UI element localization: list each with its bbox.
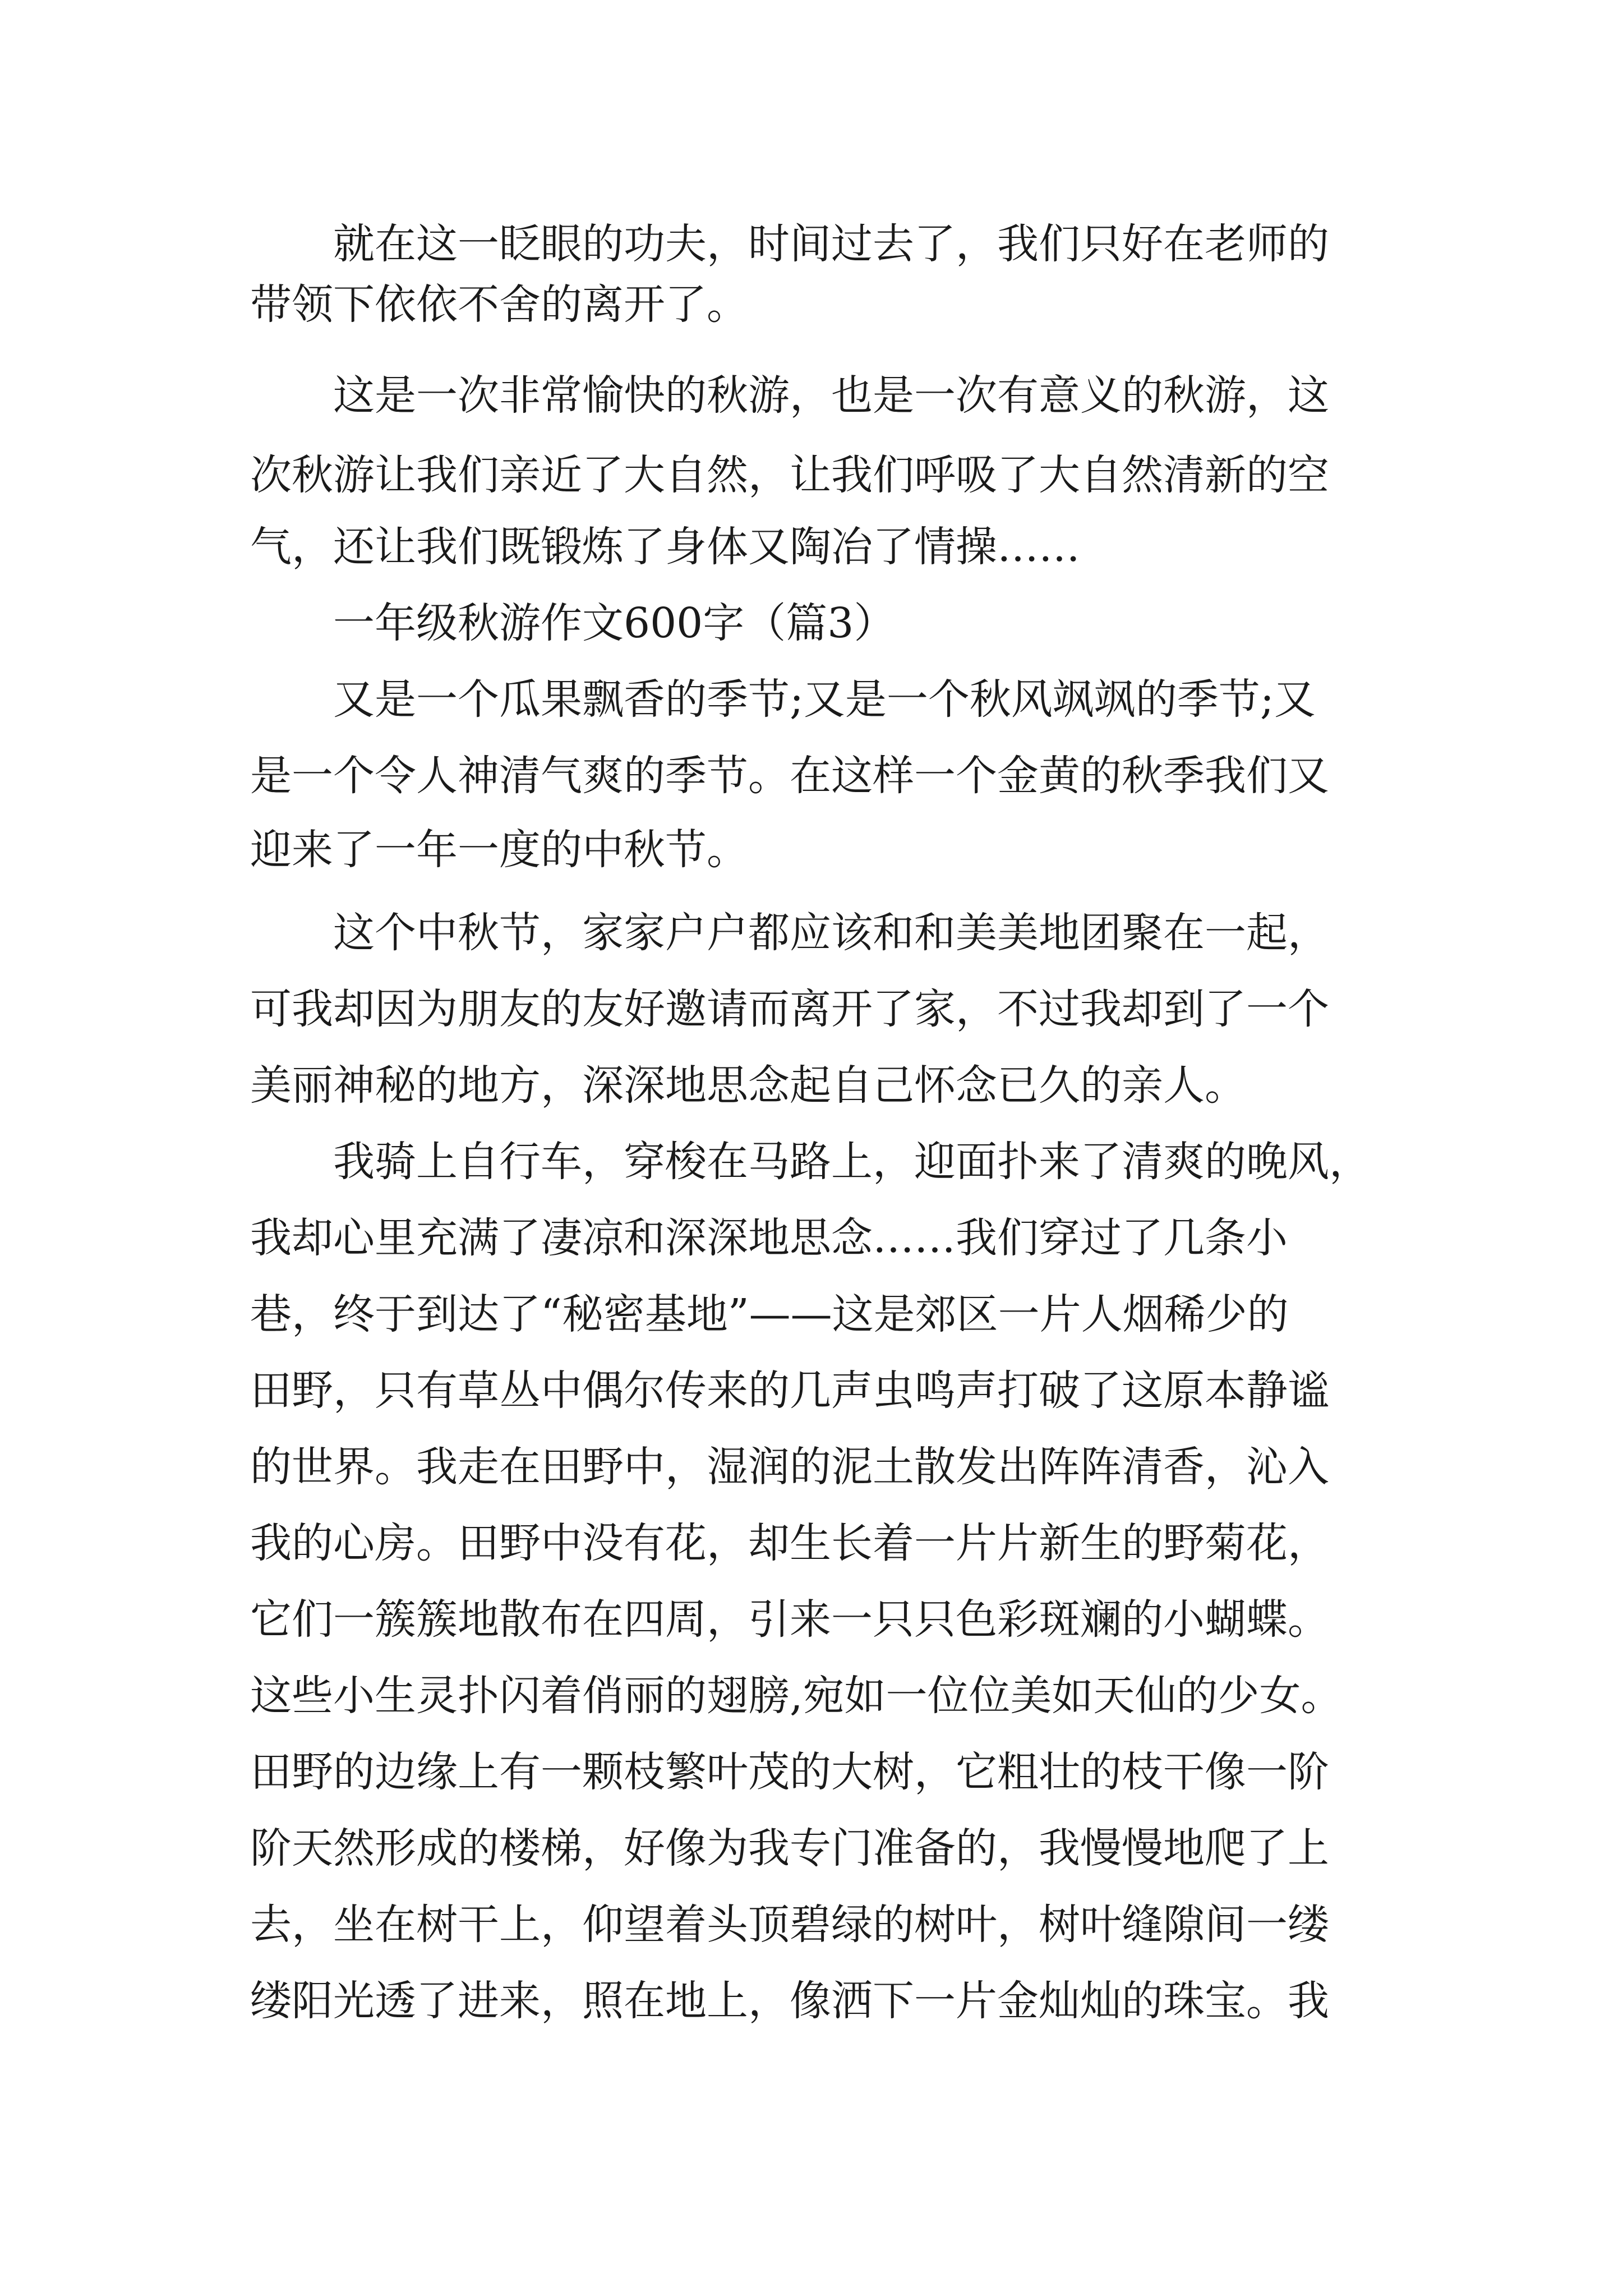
text-line: 美丽神秘的地方，深深地思念起自己怀念已久的亲人。 bbox=[250, 1061, 1246, 1110]
text-line: 就在这一眨眼的功夫，时间过去了，我们只好在老师的 bbox=[333, 220, 1329, 268]
text-line: 去，坐在树干上，仰望着头顶碧绿的树叶，树叶缝隙间一缕 bbox=[250, 1901, 1329, 1949]
text-line: 这是一次非常愉快的秋游，也是一次有意义的秋游，这 bbox=[333, 371, 1329, 420]
text-line: 缕阳光透了进来，照在地上，像洒下一片金灿灿的珠宝。我 bbox=[250, 1977, 1329, 2025]
text-line: 这些小生灵扑闪着俏丽的翅膀,宛如一位位美如天仙的少女。 bbox=[250, 1672, 1343, 1720]
text-line: 田野的边缘上有一颗枝繁叶茂的大树，它粗壮的枝干像一阶 bbox=[250, 1748, 1329, 1796]
text-line: 我却心里充满了凄凉和深深地思念……我们穿过了几条小 bbox=[250, 1214, 1288, 1262]
text-line: 可我却因为朋友的友好邀请而离开了家，不过我却到了一个 bbox=[250, 985, 1329, 1033]
text-line: 我骑上自行车，穿梭在马路上，迎面扑来了清爽的晚风， bbox=[333, 1138, 1371, 1186]
text-line: 田野，只有草丛中偶尔传来的几声虫鸣声打破了这原本静谧 bbox=[250, 1366, 1329, 1415]
text-line: 是一个令人神清气爽的季节。在这样一个金黄的秋季我们又 bbox=[250, 752, 1329, 800]
text-line: 气，还让我们既锻炼了身体又陶冶了情操…… bbox=[250, 523, 1080, 571]
text-line: 的世界。我走在田野中，湿润的泥土散发出阵阵清香，沁入 bbox=[250, 1443, 1329, 1491]
section-heading: 一年级秋游作文600字（篇3） bbox=[333, 599, 896, 647]
text-line: 巷，终于到达了“秘密基地”——这是郊区一片人烟稀少的 bbox=[250, 1290, 1289, 1338]
text-line: 带领下依依不舍的离开了。 bbox=[250, 280, 748, 329]
text-line: 次秋游让我们亲近了大自然，让我们呼吸了大自然清新的空 bbox=[250, 451, 1329, 499]
text-line: 这个中秋节，家家户户都应该和和美美地团聚在一起， bbox=[333, 909, 1329, 957]
text-line: 阶天然形成的楼梯，好像为我专门准备的，我慢慢地爬了上 bbox=[250, 1824, 1329, 1872]
text-line: 迎来了一年一度的中秋节。 bbox=[250, 826, 748, 874]
text-line: 它们一簇簇地散布在四周，引来一只只色彩斑斓的小蝴蝶。 bbox=[250, 1595, 1329, 1644]
text-line: 又是一个瓜果飘香的季节;又是一个秋风飒飒的季节;又 bbox=[333, 675, 1316, 724]
text-line: 我的心房。田野中没有花，却生长着一片片新生的野菊花， bbox=[250, 1519, 1329, 1567]
